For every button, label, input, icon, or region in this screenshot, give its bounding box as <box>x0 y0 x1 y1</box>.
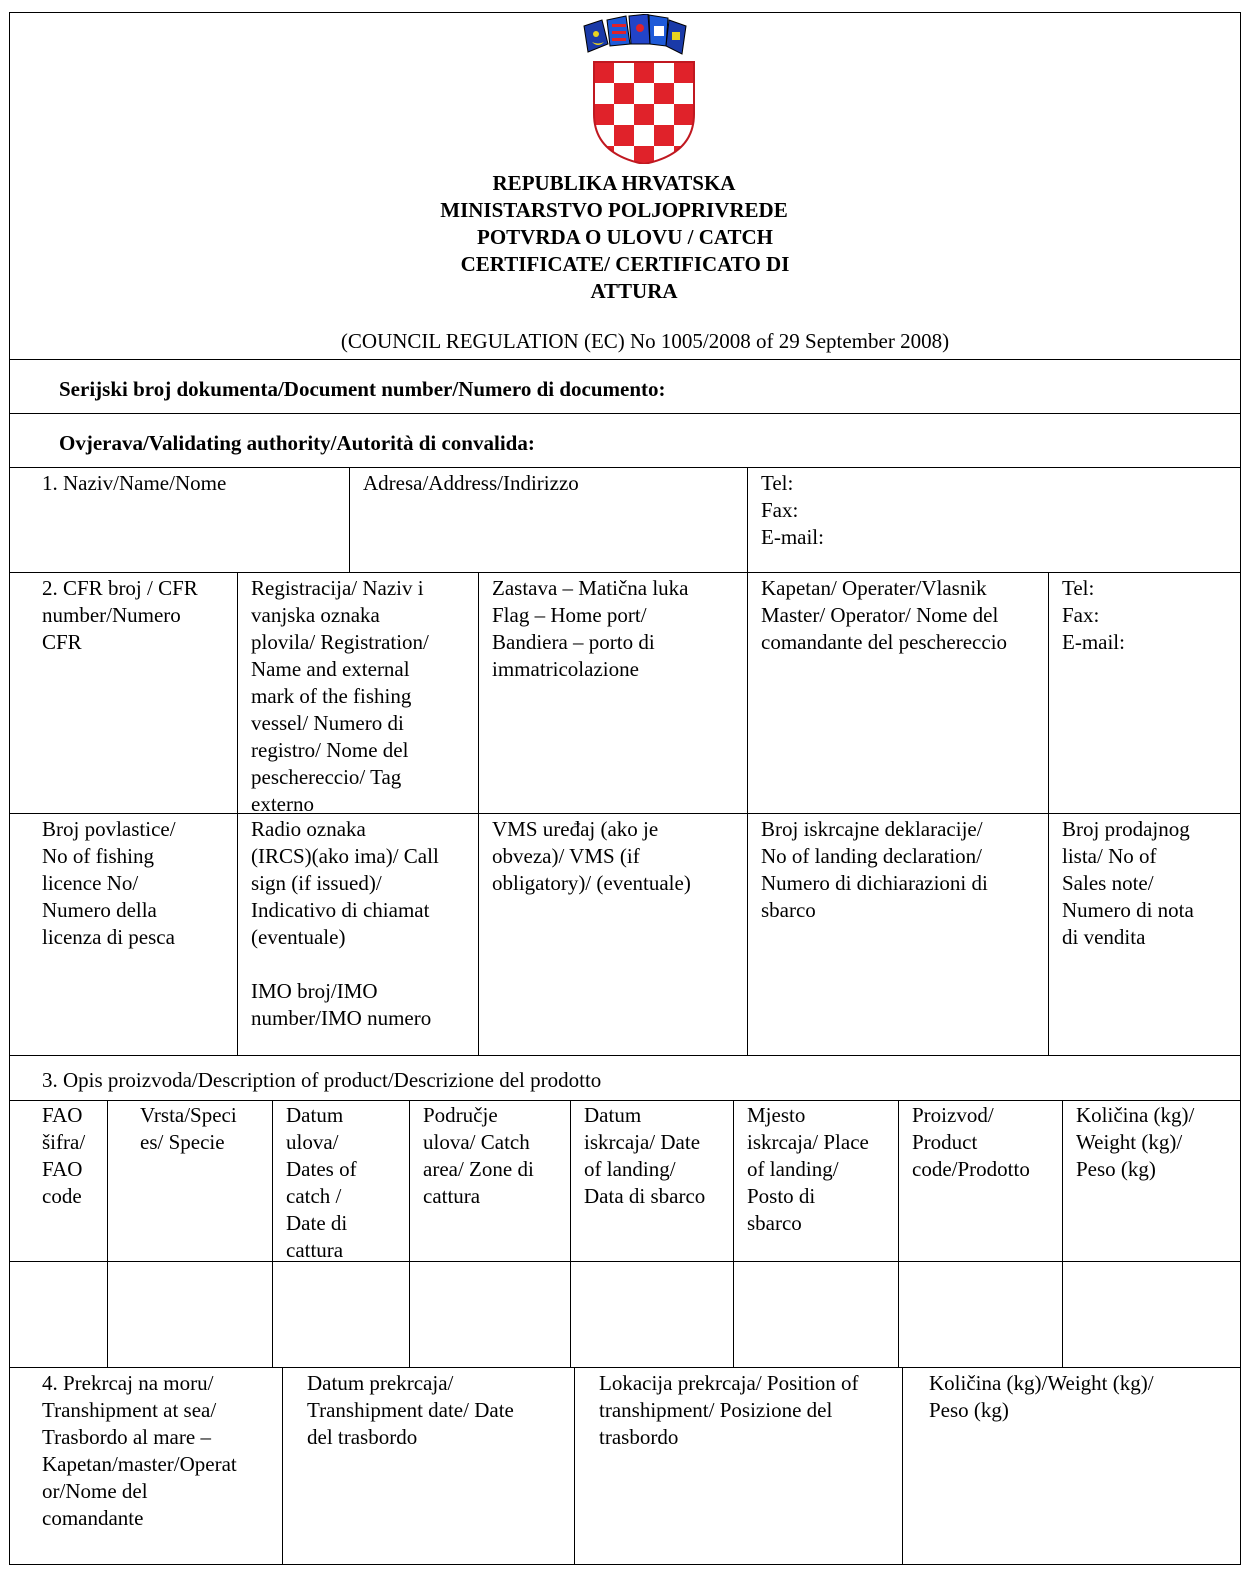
section1-address-field[interactable]: Adresa/Address/Indirizzo <box>363 471 579 495</box>
section2-registration-field[interactable]: Registracija/ Naziv i vanjska oznaka plovila/ Registration/ Name and external mark of the fishing vessel/ Numero di registro/ Nome del peschereccio/ Tag externo <box>251 576 429 816</box>
section2-master-field[interactable]: Kapetan/ Operater/Vlasnik Master/ Operator/ Nome del comandante del peschereccio <box>761 576 1008 654</box>
divider <box>747 467 748 572</box>
data-cell-fao-code[interactable] <box>9 1262 107 1367</box>
data-cell-landing-date[interactable] <box>571 1262 733 1367</box>
data-cell-landing-place[interactable] <box>734 1262 898 1367</box>
column-header-species: Vrsta/Speci es/ Specie <box>140 1103 237 1154</box>
section4-master-field[interactable]: 4. Prekrcaj na moru/ Transhipment at sea/ Trasbordo al mare – Kapetan/master/Operat or/Nome del comandante <box>42 1371 237 1530</box>
data-cell-product-code[interactable] <box>899 1262 1062 1367</box>
section2-flag-field[interactable]: Zastava – Matična luka Flag – Home port/ Bandiera – porto di immatricolazione <box>492 576 689 681</box>
section2-vms-field[interactable]: VMS uređaj (ako je obveza)/ VMS (if obligatory)/ (eventuale) <box>492 817 691 895</box>
header-line-3: POTVRDA O ULOVU / CATCH <box>477 225 773 249</box>
column-header-catch-area: Područje ulova/ Catch area/ Zone di cattura <box>423 1103 534 1208</box>
column-header-weight: Količina (kg)/ Weight (kg)/ Peso (kg) <box>1076 1103 1195 1181</box>
header-line-5: ATTURA <box>590 279 678 303</box>
divider <box>9 467 1241 468</box>
catch-certificate <box>9 12 1241 1565</box>
column-header-catch-date: Datum ulova/ Dates of catch / Date di cattura <box>286 1103 357 1262</box>
section4-date-field[interactable]: Datum prekrcaja/ Transhipment date/ Date del trasbordo <box>307 1371 514 1449</box>
header-line-4 <box>53 251 1241 278</box>
data-cell-catch-date[interactable] <box>273 1262 409 1367</box>
header-line-2: MINISTARSTVO POLJOPRIVREDE <box>440 198 788 222</box>
divider <box>9 813 1241 814</box>
data-cell-species[interactable] <box>108 1262 272 1367</box>
section2-landing-declaration-field[interactable]: Broj iskrcajne deklaracije/ No of landing declaration/ Numero di dichiarazioni di sbarco <box>761 817 988 922</box>
section2-licence-field[interactable]: Broj povlastice/ No of fishing licence No/ Numero della licenza di pesca <box>42 817 176 949</box>
regulation-reference: (COUNCIL REGULATION (EC) No 1005/2008 of 29 September 2008) <box>340 329 950 353</box>
divider <box>9 1055 1241 1056</box>
column-header-fao-code: FAO šifra/ FAO code <box>42 1103 86 1208</box>
column-header-product-code: Proizvod/ Product code/Prodotto <box>912 1103 1030 1181</box>
section3-title: 3. Opis proizvoda/Description of product/Descrizione del prodotto <box>42 1068 602 1092</box>
divider <box>574 1367 575 1565</box>
data-cell-weight[interactable] <box>1063 1262 1239 1367</box>
croatian-coat-of-arms-icon <box>582 14 702 164</box>
divider <box>9 413 1241 414</box>
divider <box>349 467 350 572</box>
divider <box>9 572 1241 573</box>
divider <box>902 1367 903 1565</box>
section4-weight-field[interactable]: Količina (kg)/Weight (kg)/ Peso (kg) <box>929 1371 1154 1422</box>
section1-name-field[interactable]: 1. Naziv/Name/Nome <box>42 471 227 495</box>
section2-radio-field[interactable]: Radio oznaka (IRCS)(ako ima)/ Call sign (if issued)/ Indicativo di chiamat (eventuale) IMO broj/IMO number/IMO numero <box>251 817 439 1030</box>
section2-cfr-field[interactable]: 2. CFR broj / CFR number/Numero CFR <box>42 576 198 654</box>
section2-sales-note-field[interactable]: Broj prodajnog lista/ No of Sales note/ Numero di nota di vendita <box>1062 817 1194 949</box>
data-cell-catch-area[interactable] <box>410 1262 570 1367</box>
divider <box>9 1100 1241 1101</box>
divider <box>9 359 1241 360</box>
document-number-label: Serijski broj dokumenta/Document number/Numero di documento: <box>59 377 666 401</box>
divider <box>282 1367 283 1565</box>
column-header-landing-place: Mjesto iskrcaja/ Place of landing/ Posto di sbarco <box>747 1103 869 1235</box>
section4-position-field[interactable]: Lokacija prekrcaja/ Position of transhipment/ Posizione del trasbordo <box>599 1371 859 1449</box>
section1-contact-field[interactable]: Tel: Fax: E-mail: <box>761 471 824 549</box>
section2-contact-field[interactable]: Tel: Fax: E-mail: <box>1062 576 1125 654</box>
header-line-1: REPUBLIKA HRVATSKA <box>492 171 736 195</box>
validating-authority-label: Ovjerava/Validating authority/Autorità di convalida: <box>59 431 535 455</box>
divider <box>9 1367 1241 1368</box>
column-header-landing-date: Datum iskrcaja/ Date of landing/ Data di sbarco <box>584 1103 706 1208</box>
header-line-4-text: CERTIFICATE/ CERTIFICATO DI <box>460 252 790 276</box>
